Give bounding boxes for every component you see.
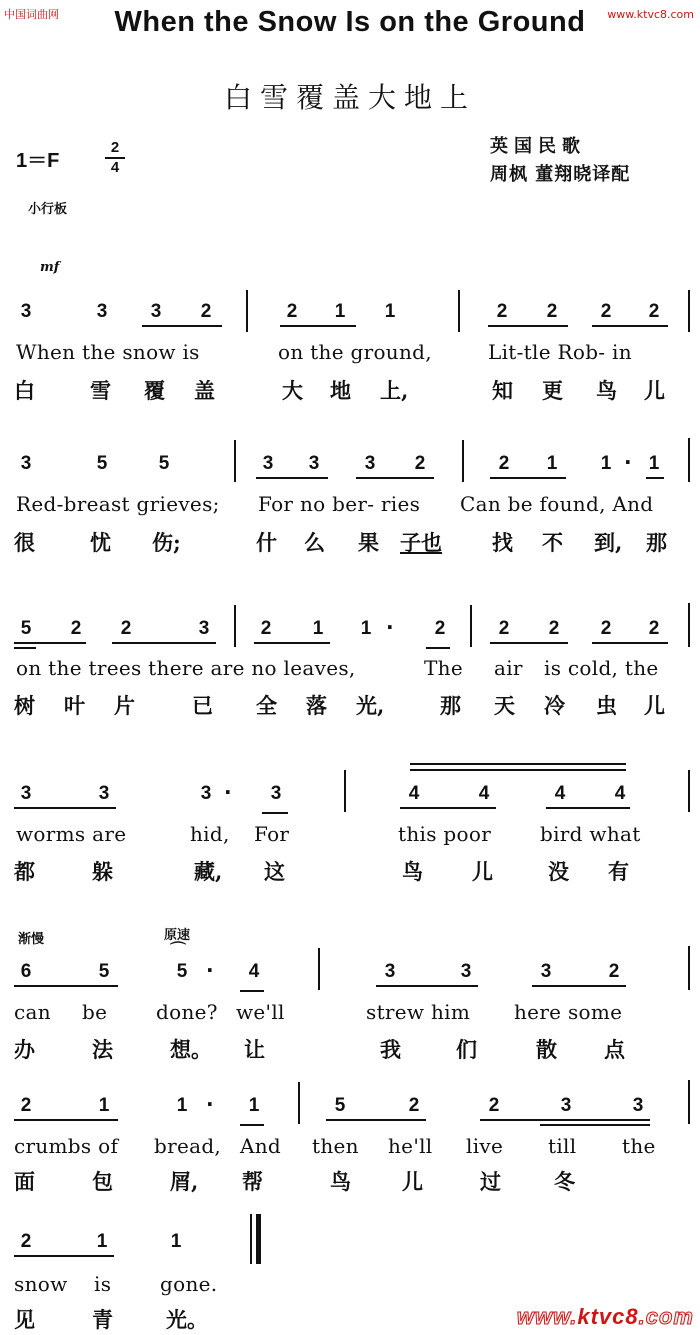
lyric-zh: 儿 [644, 378, 665, 403]
underline-beam [280, 325, 356, 327]
note: 1 [546, 453, 558, 474]
lyric-en: The [424, 656, 463, 680]
lyric-zh: 藏, [194, 859, 223, 884]
note: 2 [260, 618, 272, 639]
lyric-zh: 到, [594, 530, 623, 555]
underline-beam [540, 1124, 650, 1126]
underline-beam [254, 642, 330, 644]
lyric-zh: 虫 [596, 693, 617, 718]
lyric-en: we'll [236, 1000, 285, 1024]
lyric-en: For [254, 822, 290, 846]
underline-beam [240, 1124, 264, 1126]
note: 3 [198, 618, 210, 639]
title-chinese: 白雪覆盖大地上 [223, 81, 476, 114]
dynamic-marking: mf [40, 260, 60, 275]
underline-beam [112, 642, 216, 644]
lyric-en: till [548, 1134, 577, 1158]
note: 1 [384, 301, 396, 322]
note: 3 [20, 453, 32, 474]
lyric-zh: 光, [356, 693, 385, 718]
lyric-zh: 知 [492, 378, 513, 403]
barline [688, 603, 690, 647]
note: 2 [434, 618, 446, 639]
lyric-zh: 儿 [472, 859, 493, 884]
underline-beam [426, 647, 450, 649]
note: 1 [312, 618, 324, 639]
note: 5 [98, 961, 110, 982]
note: 2 [546, 301, 558, 322]
lyric-en: be [82, 1000, 108, 1024]
lyric-zh: 更 [542, 378, 563, 403]
barline [246, 290, 248, 332]
lyric-en: live [466, 1134, 504, 1158]
note: 3 [308, 453, 320, 474]
note: 3 [540, 961, 552, 982]
lyric-zh: 有 [608, 859, 629, 884]
lyric-en: here some [514, 1000, 623, 1024]
note: 3 [200, 783, 212, 804]
underline-beam [592, 642, 668, 644]
lyric-zh: 雪 [90, 378, 111, 403]
lyric-en: worms are [16, 822, 127, 846]
note: 3 [460, 961, 472, 982]
lyric-zh: 冷 [544, 693, 565, 718]
underline-beam [376, 985, 478, 987]
hairpin-line [410, 763, 626, 765]
note: 3 [632, 1095, 644, 1116]
underline-beam [480, 1119, 650, 1121]
lyric-en: this poor [398, 822, 492, 846]
note: 5 [334, 1095, 346, 1116]
tempo-marking: 小行板 [28, 202, 68, 217]
note: 3 [364, 453, 376, 474]
note: 3 [20, 301, 32, 322]
note: 1 [96, 1231, 108, 1252]
lyric-en: gone. [160, 1272, 218, 1296]
time-signature [105, 140, 125, 176]
lyric-zh: 散 [536, 1037, 557, 1062]
note: 3 [150, 301, 162, 322]
note: 2 [496, 301, 508, 322]
lyric-zh: 鸟 [402, 859, 423, 884]
barline [688, 1080, 690, 1124]
key-signature: 1＝F [16, 150, 60, 172]
note: 1 [334, 301, 346, 322]
note: 5 [96, 453, 108, 474]
lyric-en: hid, [190, 822, 230, 846]
lyric-zh: 找 [492, 530, 513, 555]
underline-beam [14, 647, 36, 649]
note: 4 [478, 783, 490, 804]
lyric-en: And [240, 1134, 282, 1158]
lyric-zh: 冬 [554, 1169, 575, 1194]
lyric-zh: 那 [646, 530, 667, 555]
lyric-en: crumbs of [14, 1134, 119, 1158]
underline-beam [646, 477, 664, 479]
barline [234, 605, 236, 647]
note: 2 [120, 618, 132, 639]
lyric-zh: 让 [244, 1037, 265, 1062]
barline [298, 1082, 300, 1124]
lyric-zh: 什 [256, 530, 277, 555]
note: 1 [648, 453, 660, 474]
lyric-zh: 盖 [194, 378, 215, 403]
lyric-zh: 天 [494, 693, 515, 718]
lyric-zh: 叶 [64, 693, 85, 718]
lyric-zh: 点 [604, 1037, 625, 1062]
lyric-en: can [14, 1000, 51, 1024]
logo-mid: ktvc8 [577, 1304, 639, 1329]
lyric-en: bread, [154, 1134, 222, 1158]
credit-translators: 周枫 董翔晓译配 [490, 164, 631, 185]
underline-beam [490, 642, 568, 644]
fermata-icon: ⌒ [170, 940, 187, 959]
augmentation-dot: · [224, 780, 232, 804]
lyric-zh: 覆 [144, 378, 165, 403]
note: 3 [560, 1095, 572, 1116]
lyric-zh: 我 [380, 1037, 401, 1062]
note: 3 [262, 453, 274, 474]
note: 1 [170, 1231, 182, 1252]
note: 1 [248, 1095, 260, 1116]
barline [470, 605, 472, 647]
lyric-zh: 上, [380, 378, 409, 403]
annotation-slow: 渐慢 [18, 932, 45, 947]
lyric-zh: 过 [480, 1169, 501, 1194]
lyric-en: For no ber- ries [258, 492, 421, 516]
lyric-en: strew him [366, 1000, 471, 1024]
note: 2 [600, 301, 612, 322]
lyric-zh: 这 [264, 859, 285, 884]
note: 2 [608, 961, 620, 982]
lyric-zh: 白 [14, 378, 35, 403]
note: 5 [176, 961, 188, 982]
underline-beam [14, 985, 118, 987]
barline [462, 440, 464, 482]
barline [688, 438, 690, 482]
lyric-zh: 躲 [92, 859, 113, 884]
note: 6 [20, 961, 32, 982]
lyric-zh: 不 [542, 530, 563, 555]
lyric-zh: 鸟 [330, 1169, 351, 1194]
lyric-en: done? [156, 1000, 218, 1024]
note: 1 [176, 1095, 188, 1116]
underline-beam [240, 990, 264, 992]
lyric-en: is [94, 1272, 112, 1296]
note: 4 [554, 783, 566, 804]
augmentation-dot: · [206, 958, 214, 982]
lyric-zh: 见 [14, 1307, 35, 1332]
lyric-en: Lit-tle Rob- in [488, 340, 632, 364]
lyric-zh: 们 [456, 1037, 477, 1062]
note: 5 [158, 453, 170, 474]
note: 2 [70, 618, 82, 639]
lyric-zh: 鸟 [596, 378, 617, 403]
lyric-zh: 儿 [402, 1169, 423, 1194]
lyric-zh: 光。 [166, 1307, 208, 1332]
annotation-original-tempo: 原速 [164, 928, 191, 943]
note: 2 [20, 1231, 32, 1252]
lyric-zh: 儿 [644, 693, 665, 718]
lyric-en: on the ground, [278, 340, 432, 364]
note: 2 [648, 301, 660, 322]
underline-beam [14, 642, 86, 644]
title-english: When the Snow Is on the Ground [114, 6, 586, 38]
lyric-zh: 果 [358, 530, 379, 555]
barline [234, 440, 236, 482]
site-logo-watermark [517, 1304, 694, 1330]
note: 4 [408, 783, 420, 804]
underline-beam [142, 325, 222, 327]
site-watermark: 中国词曲网 [4, 8, 59, 21]
time-top: 2 [110, 139, 120, 156]
underline-beam [14, 1119, 118, 1121]
barline [688, 290, 690, 332]
note: 1 [98, 1095, 110, 1116]
note: 2 [20, 1095, 32, 1116]
underline-beam [592, 325, 668, 327]
note: 4 [248, 961, 260, 982]
lyric-zh: 子也 [400, 530, 442, 555]
note: 2 [488, 1095, 500, 1116]
note: 3 [96, 301, 108, 322]
note: 3 [270, 783, 282, 804]
note: 3 [384, 961, 396, 982]
barline [318, 948, 320, 990]
lyric-zh: 大 [282, 378, 303, 403]
lyric-en: snow [14, 1272, 68, 1296]
final-barline-thin [250, 1214, 252, 1264]
underline-beam [400, 807, 496, 809]
augmentation-dot: · [624, 450, 632, 474]
note: 3 [20, 783, 32, 804]
lyric-zh: 已 [192, 693, 213, 718]
underline-beam [532, 985, 626, 987]
underline-beam [256, 477, 328, 479]
lyric-zh: 么 [304, 530, 325, 555]
lyric-zh: 片 [114, 693, 135, 718]
lyric-zh: 伤; [152, 530, 181, 555]
underline-beam [14, 1255, 114, 1257]
lyric-zh: 都 [14, 859, 35, 884]
barline [688, 770, 690, 812]
url-watermark: www.ktvc8.com [607, 8, 694, 21]
underline-beam [546, 807, 630, 809]
lyric-zh: 屑, [170, 1169, 199, 1194]
lyric-zh: 青 [92, 1307, 113, 1332]
note: 2 [200, 301, 212, 322]
lyric-zh: 法 [92, 1037, 113, 1062]
note: 5 [20, 618, 32, 639]
note: 2 [548, 618, 560, 639]
lyric-zh: 忧 [90, 530, 111, 555]
lyric-en: Red-breast grieves; [16, 492, 220, 516]
underline-beam [14, 807, 116, 809]
credit-origin: 英国民歌 [490, 136, 586, 157]
underline-beam [262, 812, 288, 814]
lyric-en: is cold, the [544, 656, 659, 680]
lyric-en: on the trees there are no leaves, [16, 656, 356, 680]
lyric-zh: 全 [256, 693, 277, 718]
note: 2 [408, 1095, 420, 1116]
augmentation-dot: · [206, 1092, 214, 1116]
note: 1 [360, 618, 372, 639]
logo-suffix: .com [638, 1304, 694, 1329]
barline [344, 770, 346, 812]
lyric-zh: 那 [440, 693, 461, 718]
lyric-zh: 没 [548, 859, 569, 884]
note: 3 [98, 783, 110, 804]
lyric-zh: 落 [306, 693, 327, 718]
barline [688, 946, 690, 990]
lyric-en: bird what [540, 822, 641, 846]
lyric-en: he'll [388, 1134, 433, 1158]
lyric-zh: 很 [14, 530, 35, 555]
note: 4 [614, 783, 626, 804]
note: 2 [414, 453, 426, 474]
lyric-zh: 办 [14, 1037, 35, 1062]
lyric-zh: 地 [330, 378, 351, 403]
hairpin-line [410, 769, 626, 771]
lyric-en: the [622, 1134, 656, 1158]
lyric-en: then [312, 1134, 359, 1158]
note: 2 [648, 618, 660, 639]
barline [458, 290, 460, 332]
underline-beam [356, 477, 434, 479]
final-barline-thick [256, 1214, 261, 1264]
time-bottom: 4 [110, 159, 120, 176]
logo-prefix: www. [516, 1304, 578, 1329]
lyric-zh: 想。 [170, 1037, 212, 1062]
note: 1 [600, 453, 612, 474]
underline-beam [326, 1119, 426, 1121]
lyric-en: Can be found, And [460, 492, 654, 516]
lyric-en: When the snow is [16, 340, 200, 364]
note: 2 [498, 453, 510, 474]
underline-beam [488, 325, 568, 327]
augmentation-dot: · [386, 615, 394, 639]
note: 2 [600, 618, 612, 639]
lyric-en: air [494, 656, 523, 680]
note: 2 [286, 301, 298, 322]
note: 2 [498, 618, 510, 639]
underline-beam [490, 477, 566, 479]
lyric-zh: 树 [14, 693, 35, 718]
lyric-zh: 帮 [242, 1169, 263, 1194]
lyric-zh: 面 [14, 1169, 35, 1194]
lyric-zh: 包 [92, 1169, 113, 1194]
